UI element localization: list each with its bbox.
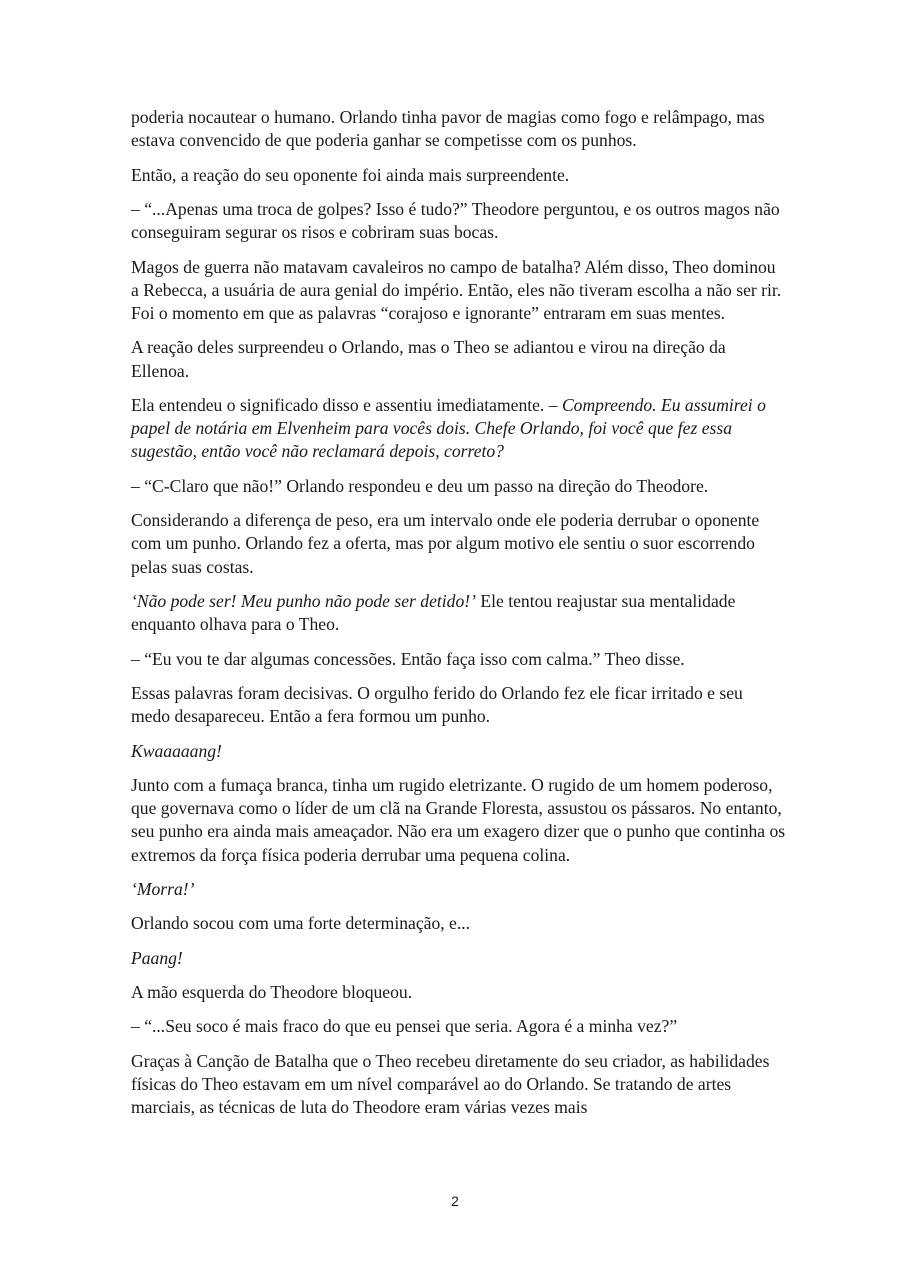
paragraph	[131, 1050, 786, 1120]
page-number: 2	[451, 1193, 459, 1209]
text-run: A mão esquerda do Theodore bloqueou.	[131, 982, 413, 1003]
text-run: Orlando socou com uma forte determinação, e...	[131, 913, 471, 934]
paragraph	[131, 394, 786, 464]
paragraph	[131, 774, 786, 867]
text-run: Junto com a fumaça branca, tinha um rugido eletrizante. O rugido de um homem poderoso, que governava como o líder de um clã na Grande Floresta, assustou os pássaros. No entanto, seu punho era ainda mais ameaçador. Não era um exagero dizer que o punho que continha os extremos da força física poderia derrubar uma pequena colina.	[131, 774, 786, 865]
text-run: Ela entendeu o significado disso e assentiu imediatamente. –	[131, 394, 562, 415]
paragraph	[131, 509, 786, 579]
paragraph	[131, 947, 786, 970]
paragraph	[131, 336, 786, 382]
italic-text: ‘Morra!’	[131, 878, 195, 899]
text-run: A reação deles surpreendeu o Orlando, mas o Theo se adiantou e virou na direção da Ellenoa.	[131, 337, 726, 381]
italic-text: Compreendo. Eu assumirei o papel de notária em Elvenheim para vocês dois. Chefe Orlando, foi você que fez essa sugestão, então você não reclamará depois, correto?	[131, 394, 766, 462]
text-run: Graças à Canção de Batalha que o Theo recebeu diretamente do seu criador, as habilidades físicas do Theo estavam em um nível comparável ao do Orlando. Se tratando de artes marciais, as técnicas de luta do Theodore eram várias vezes mais	[131, 1050, 770, 1118]
paragraph	[131, 740, 786, 763]
body-text	[131, 106, 786, 1131]
text-run: – “...Apenas uma troca de golpes? Isso é tudo?” Theodore perguntou, e os outros magos não conseguiram segurar os risos e cobriram suas bocas.	[131, 198, 780, 243]
paragraph	[131, 475, 786, 498]
paragraph	[131, 1015, 786, 1038]
text-run: Considerando a diferença de peso, era um intervalo onde ele poderia derrubar o oponente com um punho. Orlando fez a oferta, mas por algum motivo ele sentiu o suor escorrendo pelas suas costas.	[131, 510, 760, 577]
text-run: – “Eu vou te dar algumas concessões. Então faça isso com calma.” Theo disse.	[131, 648, 685, 669]
text-run: Essas palavras foram decisivas. O orgulho ferido do Orlando fez ele ficar irritado e seu medo desapareceu. Então a fera formou um punho.	[131, 682, 743, 727]
paragraph	[131, 198, 786, 244]
paragraph	[131, 590, 786, 636]
text-run: poderia nocautear o humano. Orlando tinha pavor de magias como fogo e relâmpago, mas estava convencido de que poderia ganhar se competisse com os punhos.	[131, 107, 765, 151]
text-run: – “C-Claro que não!” Orlando respondeu e deu um passo na direção do Theodore.	[131, 475, 709, 496]
paragraph	[131, 164, 786, 187]
paragraph	[131, 981, 786, 1004]
paragraph	[131, 912, 786, 935]
text-run: Magos de guerra não matavam cavaleiros no campo de batalha? Além disso, Theo dominou a Rebecca, a usuária de aura genial do império. Então, eles não tiveram escolha a não ser rir. Foi o momento em que as palavras “corajoso e ignorante” entraram em suas mentes.	[131, 256, 782, 323]
text-run: – “...Seu soco é mais fraco do que eu pensei que seria. Agora é a minha vez?”	[131, 1016, 678, 1037]
text-run: Então, a reação do seu oponente foi ainda mais surpreendente.	[131, 164, 570, 185]
text-run: Ele tentou reajustar sua mentalidade enquanto olhava para o Theo.	[131, 590, 736, 635]
paragraph	[131, 106, 786, 152]
italic-text: ‘Não pode ser! Meu punho não pode ser detido!’	[131, 590, 476, 611]
paragraph	[131, 256, 786, 326]
paragraph	[131, 878, 786, 901]
italic-text: Kwaaaaang!	[131, 740, 222, 761]
paragraph	[131, 648, 786, 671]
paragraph	[131, 682, 786, 728]
italic-text: Paang!	[131, 947, 183, 968]
